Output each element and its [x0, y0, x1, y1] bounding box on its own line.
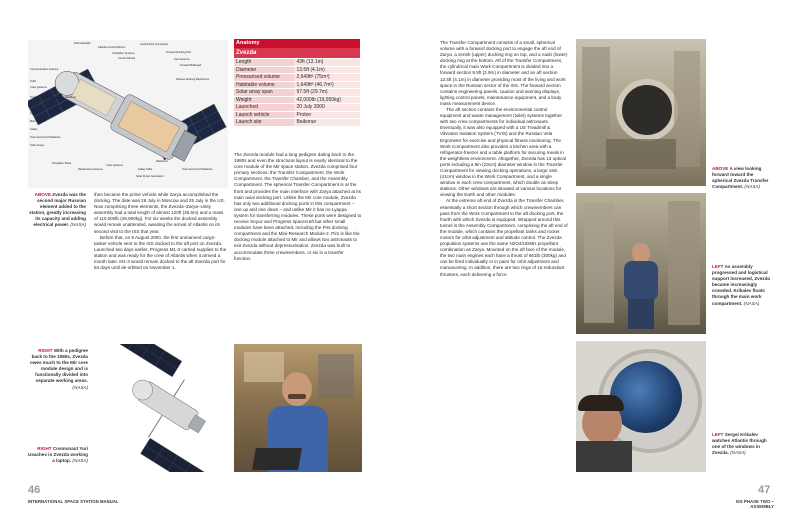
- diagram-label: Communication Antenna: [30, 68, 59, 71]
- paragraph: The Transfer Compartment consists of a small, spherical volume with a forward docking port to engage the aft end of Zarya, a zenith (upper) docking ring on top, and a nadir (lower) docking ring at the bottom. Aft of the Transfer Compartment, the cylindrical main Work Compartment is divided into a forward section 9.5ft (2.9m) in diameter and an aft section 13.5ft (4.1m) in diameter providing most of the living and work space in the Russian sector of the ISS. The forward section contains engineering panels, caution and warning displays, lighting control panels, maintenance equipment, and a body mass measurement device.: [440, 40, 568, 106]
- diagram-label: Lamps: [30, 112, 38, 115]
- zvezda-model-illustration: [96, 344, 228, 472]
- caption-above-transfer: ABOVE A view looking forward toward the spherical Zvezda Transfer Compartment. (NASA): [712, 166, 769, 190]
- paragraph: Before that, on 8 August 2000, the first unmanned cargo-tanker vehicle sent to the ISS docked to the aft port on Zvezda. Launched two days earlier, Progress M1-3 carried supplies to the station and was ready for the crew of Atlantis when it arrived a month later. M1-3 would remain docked to the aft Zvezda port for 84 days until de-orbited on November 1.: [94, 234, 227, 271]
- paragraph: The Zvezda module had a long pedigree dating back to the 1980s and even the structural layout is nearly identical to the core module of the Mir space station. Zvezda comprised four primary sections: the Transfer Compartment, the Work Compartment, the Transfer Chamber, and the Assembly Compartment. The spherical Transfer Compartment is at the front and provides the main interface with Zarya attached at its main axial docking port. Unlike the Mir core module, Zvezda has only two additional docking ports in this compartment – one up and one down – and unlike Mir it has no Lyappa system for transferring modules. These ports were designed to receive Soyuz and Progress spacecraft but other small modules have been attached, including the Pirs docking compartment and the Mini-Research Module-2. Pirs is like the docking module attached to Mir and allows two astronauts to exit Zvezda without depressurisation. Zvezda was built to accommodate three crewmembers, or six in a transfer function.: [234, 152, 362, 261]
- zvezda-model-photo: [96, 344, 228, 472]
- diagram-label: Crew Quarters: [30, 86, 47, 89]
- diagram-label: Ventilation Systems: [112, 52, 135, 55]
- caption-left-window: LEFT Sergei Krikalev watches Atlantis through one of the windows in Zvezda. (NASA): [712, 432, 767, 456]
- page-number-left: 46: [28, 484, 41, 496]
- diagram-label: Treadmill (Dedicated Exercise Machine): [30, 96, 76, 99]
- diagram-label: Crew Quarters: [106, 164, 123, 167]
- diagram-label: Wardroom: [156, 160, 169, 163]
- spec-row: Diameter 13.5ft (4.1m): [234, 66, 360, 74]
- diagram-label: Galley Table: [138, 168, 153, 171]
- body-column-1: [94, 192, 228, 271]
- caption-right-model: RIGHT With a pedigree back to the 1980s, Zvezda owes much to the Mir core module design and is functionally divided into separate working areas. (NASA): [30, 348, 88, 390]
- paragraph: At the extreme aft end of Zvezda is the Transfer Chamber, essentially a short section through which crewmembers can pass from the Work Compartment to the aft docking port, the fourth with which Zvezda is equipped. Wrapped around this tunnel is the Assembly Compartment, comprising the aft end of the module, which contains the propellant tanks and rocket motors for orbit adjustment and attitude control. The Zvezda propulsion systems use the same N2O4/UDMH propellant combination as Zarya. Mounted on the aft face of the module, the two main engines each have a thrust of 661lb (300kg) and can be fired individually or in pairs for orbit adjustment and manoeuvring. In addition, there are two rings of 16 redundant thrusters, each delivering a force: [440, 198, 568, 277]
- diagram-label: Solar Power Generation: [136, 175, 164, 178]
- diagram-label: Forward Docking Port: [166, 51, 192, 54]
- anatomy-title: Zvezda: [234, 48, 360, 58]
- diagram-label: Main Engines: [30, 120, 46, 123]
- diagram-label: Solar Arrays: [30, 144, 45, 147]
- spec-row: Weight 42,000lb (19,050kg): [234, 96, 360, 104]
- caption-above-diagram: ABOVE Zvezda was the second major Russian element added to the station, greatly increasing its capacity and adding electrical power. (NASA): [29, 192, 86, 228]
- spec-row: Launch vehicle Proton: [234, 111, 360, 119]
- diagram-label: EVA Handrails: [74, 42, 91, 45]
- anatomy-spec-table: [234, 58, 360, 126]
- caption-right-usachev: RIGHT Cosmonaut Yuri Usachev in Zvezda working a laptop. (NASA): [28, 446, 88, 464]
- zvezda-cutaway-diagram: [28, 40, 228, 188]
- body-column-3: [440, 40, 568, 278]
- spec-row: Habitable volume 1,649ft³ (46.7m³): [234, 81, 360, 89]
- usachev-photo: [234, 344, 362, 472]
- spec-row: Pressurised volume 2,649ft³ (75m³): [234, 74, 360, 82]
- diagram-label: Toilet: [30, 80, 37, 83]
- diagram-label: Thermal Control Radiators: [182, 168, 213, 171]
- running-head-right: ISS PHASE TWO – ASSEMBLY: [735, 499, 774, 509]
- spec-row: Solar array span 97.5ft (29.7m): [234, 89, 360, 97]
- diagram-label: Thermal Control Radiators: [30, 136, 61, 139]
- diagram-label: Rendezvous Antenna: [78, 168, 103, 171]
- diagram-label: Central Post (Computer): [140, 43, 169, 46]
- anatomy-box: [234, 39, 360, 126]
- page-number-right: 47: [758, 484, 771, 496]
- caption-left-crowded: LEFT As assembly progressed and logistical support increased, Zvezda became increasingly crowded. Krikalev floats through the main work compartment. (NASA): [712, 264, 770, 306]
- diagram-label: Kurs Antenna: [174, 58, 190, 61]
- diagram-label: Attitude Control Monitor: [98, 46, 126, 49]
- spec-row: Launch site Baikonur: [234, 119, 360, 126]
- krikalev-work-compartment-photo: [576, 193, 706, 334]
- spec-row: Launched 20 July 2000: [234, 104, 360, 112]
- diagram-label: Passive Docking Mechanism: [176, 78, 210, 81]
- spec-row: Length 43ft (13.1m): [234, 59, 360, 67]
- transfer-compartment-photo: [576, 39, 706, 186]
- body-column-2: [234, 152, 362, 262]
- anatomy-header: Anatomy: [234, 39, 360, 48]
- running-head-left: INTERNATIONAL SPACE STATION MANUAL: [28, 499, 119, 504]
- diagram-label: Propellant Tanks: [52, 162, 72, 165]
- diagram-label: Forward Bulkhead: [180, 64, 202, 67]
- zvezda-cutaway-illustration: [28, 40, 228, 188]
- paragraph: The aft section contains the environmental control equipment and waste management (toilet) systems together with two crew compartments for individual astronauts. Eventually, it was also equipped with a US Treadmill & Vibration Isolation System (TVIS) and the Russian Vela Ergometer for exercise and physical fitness monitoring. The Work Compartment also provides a kitchen area with a refrigerator-freezer and a table platform for securing meals in the weightless environment. Altogether, Zvezda has 13 optical ports including a 9in (23cm) diameter window in the Transfer Compartment for viewing docking operations, a large 16in (41cm) window in the Work Compartment, and a single window in each crew compartment, which double as sleep stations. Other windows are situated at various locations for viewing the Earth and other modules.: [440, 107, 566, 198]
- paragraph: then became the prime vehicle while Zarya accomplished the docking. The date was 26 July in Moscow and 25 July in the US. Now comprising three elements, the Zvezda–Zarya–Unity assembly had a total length of almost 120ft (36.5m) and a mass of 110,000lb (49,900kg). For six weeks the docked assembly would remain unattended, awaiting the arrival of Atlantis on its second visit to the ISS that year.: [94, 192, 225, 234]
- diagram-label: Galley: [30, 128, 38, 131]
- diagram-label: Control Panels: [118, 57, 136, 60]
- krikalev-window-photo: [576, 341, 706, 472]
